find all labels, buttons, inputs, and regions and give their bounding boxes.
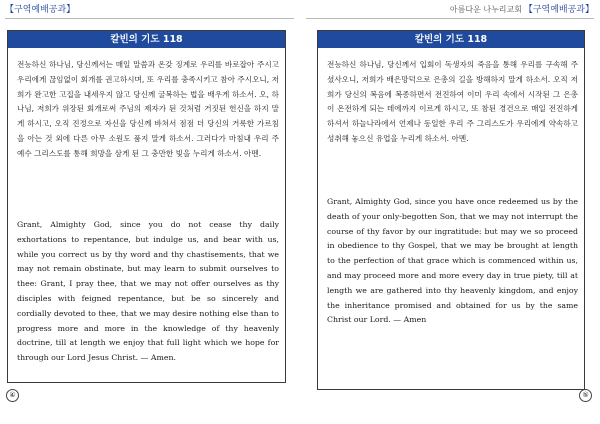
english-prayer-text: Grant, Almighty God, since you have once redeemed us by the death of your only-begotten Son, that we may not interrupt the course of thy favor by our ingratitude: but may we so proceed in obedience to thy Gospel, that we may be brought at length to the perfection of that grace which is commenced within us, and may proceed more and more every day in true piety, till at length we are gathered into thy heavenly kingdom, and enjoy the inheritance promised and obtained for us by the same Christ our Lord. — Amen (327, 197, 578, 325)
korean-prayer-text: 전능하신 하나님, 당신께서는 매일 말씀과 온갖 징계로 우리를 바로잡아 주시고 우리에게 끊임없이 회개를 권고하시며, 또 우리를 충족시키고 참아 주시오니, 저희가 완고한 고집을 내세우지 않고 당신께 굴복하는 법을 배우게 하소서. 오, 하나님, 저희가 위장된 회개로써 주님의 제자가 된 것처럼 거짓된 헌신을 하지 말게 하시고, 오직 진정으로 자신을 당신께 바쳐서 점점 더 당신의 거룩한 가르침을 아는 것 외에 다른 아무 소원도 품지 말게 하소서. 그러다가 마침내 우리 주 예수 그리스도를 통해 희망을 삼게 된 그 충만한 빛을 누리게 하소서. 아멘. (17, 60, 279, 158)
right-page (300, 0, 600, 424)
prayer-title: 칼빈의 기도 118 (8, 31, 285, 48)
header-rule (5, 18, 294, 19)
page-number: ④ (6, 389, 19, 402)
running-head: 아름다운 나누리교회 (449, 5, 522, 14)
prayer-card (317, 30, 585, 390)
section-tag: 【구역예배공과】 (5, 5, 76, 15)
korean-prayer-text: 전능하신 하나님, 당신께서 입회이 독생자의 죽음을 통해 우리를 구속해 주셨사오니, 저희가 배은망덕으로 은총의 길을 방해하지 말게 하소서. 오직 저희가 당신의 복음에 복종하면서 전진하여 이미 우리 속에서 시작된 그 은총이 온전하게 되는 데에까지 이르게 하시고, 또 참된 경건으로 매일 전진하게 하셔서 하늘나라에서 언제나 동일한 우리 주 그리스도가 우리에게 약속하고 성취해 놓으신 유업을 누리게 하소서. 아멘. (327, 60, 578, 143)
prayer-title: 칼빈의 기도 118 (318, 31, 584, 48)
english-prayer-text: Grant, Almighty God, since you do not cease thy daily exhortations to repentance, but indulge us, and bear with us, while you correct us by thy word and thy chastisements, that we may not remain obstinate, but may learn to submit ourselves to thee: Grant, I pray thee, that we may not offer ourselves as thy disciples with feigned repentance, but be so sincerely and cordially devoted to thee, that we may desire nothing else than to progress more and more in the knowledge of thy heavenly doctrine, till at length we enjoy that full light which we hope for through our Lord Jesus Christ. — Amen. (17, 220, 279, 363)
section-tag: 【구역예배공과】 (523, 5, 594, 15)
header-rule (306, 18, 594, 19)
prayer-card (7, 30, 286, 383)
page-number: ⑤ (579, 389, 592, 402)
